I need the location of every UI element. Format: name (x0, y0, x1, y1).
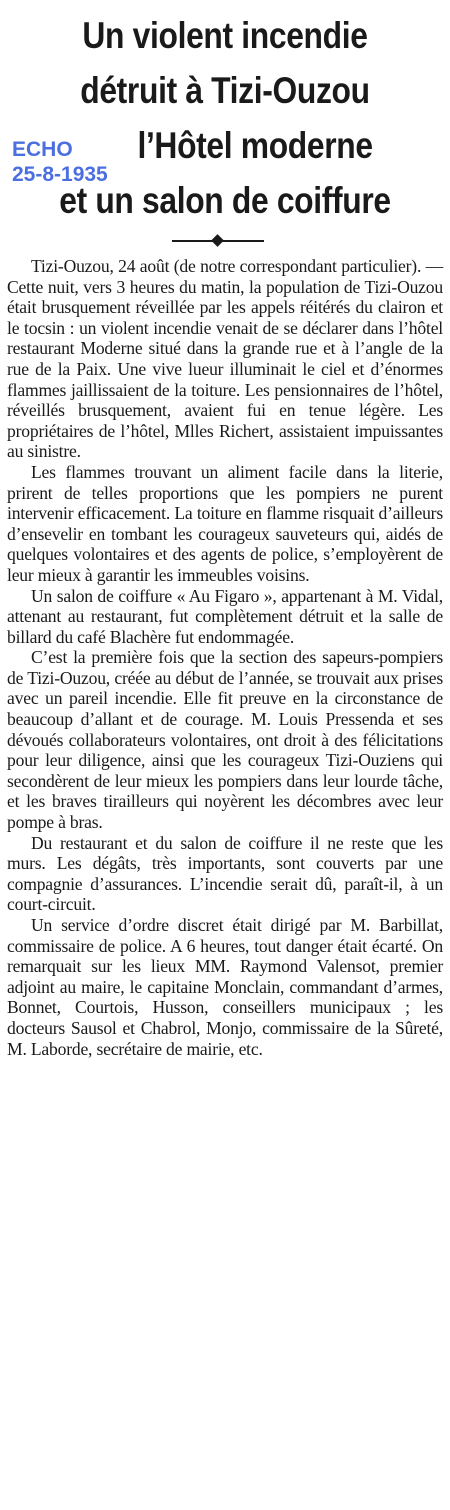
separator-ornament (211, 234, 224, 247)
stamp-date: 25-8-1935 (12, 163, 108, 186)
article-paragraph-3: Un salon de coiffure « Au Figaro », appartenant à M. Vidal, attenant au restaurant, fut complètement détruit et la salle de billard du café Blachère fut endommagée. (7, 585, 443, 647)
article-paragraph-5: Du restaurant et du salon de coiffure il ne reste que les murs. Les dégâts, très importants, sont couverts par une compagnie d’assurances. L’incendie serait dû, paraît-il, à un court-circuit. (7, 832, 443, 915)
article-paragraph-2: Les flammes trouvant un aliment facile dans la literie, prirent de telles proportions que les pompiers ne purent intervenir efficacement. La toiture en flamme risquait d’ailleurs d’ensevelir en tombant les courageux sauveteurs qui, aidés de quelques volontaires et des agents de police, s’employèrent de leur mieux à garantir les immeubles voisins. (7, 461, 443, 585)
headline-line-1: Un violent incendie (82, 15, 368, 56)
headline-line-2: détruit à Tizi-Ouzou (80, 70, 370, 111)
article-paragraph-1: Tizi-Ouzou, 24 août (de notre correspondant particulier). — Cette nuit, vers 3 heures du matin, la population de Tizi-Ouzou était brusquement réveillée par les appels réitérés du clairon et le tocsin : un violent incendie venait de se déclarer dans l’hôtel restaurant Moderne situé dans la grande rue et à l’angle de la rue de la Paix. Une vive lueur illuminait le ciel et d’énormes flammes jaillissaient de la toiture. Les pensionnaires de l’hôtel, réveillés brusquement, avaient fui en tenue légère. Les propriétaires de l’hôtel, Mlles Richert, assistaient impuissantes au sinistre. (7, 256, 443, 462)
headline-line-4: et un salon de coiffure (59, 180, 391, 221)
article-paragraph-4: C’est la première fois que la section des sapeurs-pompiers de Tizi-Ouzou, créée au début de l’année, se trouvait aux prises avec un pareil incendie. Elle fit preuve en la circonstance de beaucoup d’allant et de courage. M. Louis Pressenda et ses dévoués collaborateurs volontaires, ont droit à des félicitations pour leur diligence, ainsi que les courageux Tizi-Ouziens qui secondèrent de leur mieux les pompiers dans leur lourde tâche, et les braves tirailleurs qui noyèrent les décombres avec leur pompe à bras. (7, 647, 443, 833)
article-paragraph-6: Un service d’ordre discret était dirigé par M. Barbillat, commissaire de police. A 6 heures, tout danger était écarté. On remarquait sur les lieux MM. Raymond Valensot, premier adjoint au maire, le capitaine Monclain, commandant d’armes, Bonnet, Courtois, Husson, conseillers municipaux ; les docteurs Sausol et Chabrol, Monjo, commissaire de la Sûreté, M. Laborde, secrétaire de mairie, etc. (7, 915, 443, 1059)
headline-line-3: l’Hôtel moderne (137, 125, 373, 166)
stamp-source: ECHO (12, 138, 73, 161)
headline (32, 8, 419, 228)
source-stamp (12, 137, 108, 187)
article-body (7, 256, 443, 1059)
